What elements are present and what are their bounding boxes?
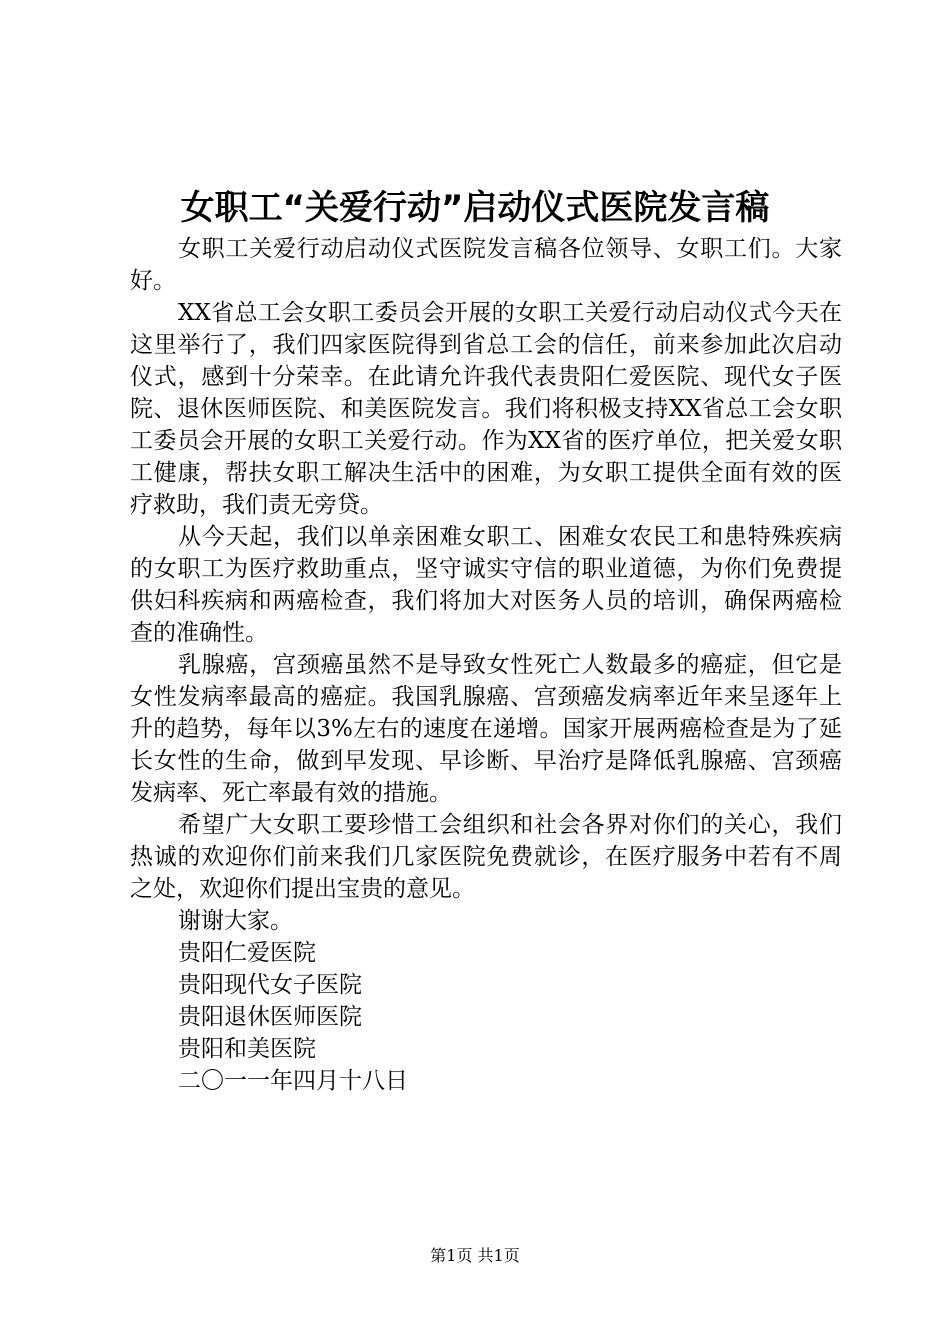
page-number-footer: 第1页 共1页 bbox=[430, 1246, 520, 1265]
paragraph-greeting: 女职工关爱行动启动仪式医院发言稿各位领导、女职工们。大家好。 bbox=[130, 236, 842, 294]
paragraph-cancer-info: 乳腺癌，宫颈癌虽然不是导致女性死亡人数最多的癌症，但它是女性发病率最高的癌症。我国乳腺癌、宫颈癌发病率近年来呈逐年上升的趋势，每年以3%左右的速度在递增。国家开展两癌检查是为了延长女性的生命，做到早发现、早诊断、早治疗是降低乳腺癌、宫颈癌发病率、死亡率最有效的措施。 bbox=[130, 652, 842, 806]
paragraph-commitment: 从今天起，我们以单亲困难女职工、困难女农民工和患特殊疾病的女职工为医疗救助重点，坚守诚实守信的职业道德，为你们免费提供妇科疾病和两癌检查，我们将加大对医务人员的培训，确保两癌检查的准确性。 bbox=[130, 524, 842, 646]
signature-hospital-renai: 贵阳仁爱医院 bbox=[178, 940, 316, 966]
paragraph-closing-wish: 希望广大女职工要珍惜工会组织和社会各界对你们的关心，我们热诚的欢迎你们前来我们几家医院免费就诊，在医疗服务中若有不周之处，欢迎你们提出宝贵的意见。 bbox=[130, 812, 842, 902]
signature-hospital-modern-women: 贵阳现代女子医院 bbox=[178, 972, 362, 998]
page-title: 女职工“关爱行动”启动仪式医院发言稿 bbox=[180, 188, 770, 228]
document-body bbox=[130, 233, 842, 1097]
signature-hospital-hemei: 贵阳和美医院 bbox=[178, 1036, 316, 1062]
thanks-line: 谢谢大家。 bbox=[178, 908, 293, 934]
document-date: 二〇一一年四月十八日 bbox=[178, 1068, 408, 1094]
signature-hospital-retired-physicians: 贵阳退休医师医院 bbox=[178, 1004, 362, 1030]
paragraph-introduction: XX省总工会女职工委员会开展的女职工关爱行动启动仪式今天在这里举行了，我们四家医院得到省总工会的信任，前来参加此次启动仪式，感到十分荣幸。在此请允许我代表贵阳仁爱医院、现代女子医院、退休医师医院、和美医院发言。我们将积极支持XX省总工会女职工委员会开展的女职工关爱行动。作为XX省的医疗单位，把关爱女职工健康，帮扶女职工解决生活中的困难，为女职工提供全面有效的医疗救助，我们责无旁贷。 bbox=[130, 300, 842, 518]
